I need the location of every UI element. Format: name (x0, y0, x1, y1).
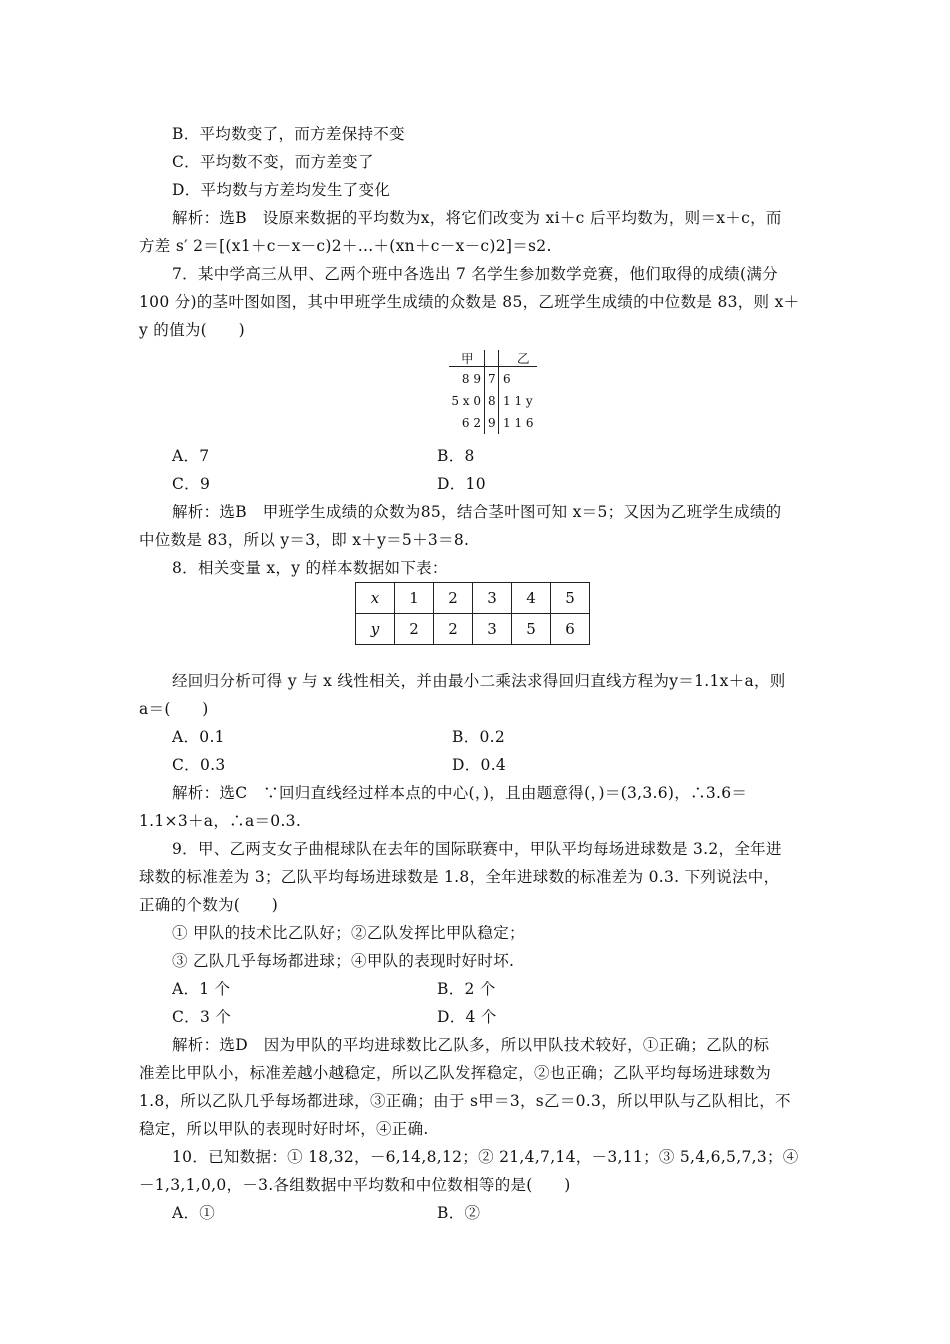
stem-leaf-left: 5 x 0 (451, 394, 481, 408)
table-cell (356, 583, 395, 614)
table-cell: 2 (434, 614, 473, 645)
solution-6-line-1: 解析：选B 设原来数据的平均数为x，将它们改变为 xi＋c 后平均数为，则＝x＋c，而 (172, 209, 782, 227)
question-9-line-2: 球数的标准差为 3；乙队平均每场进球数是 1.8，全年进球数的标准差为 0.3. 下列说法中， (139, 868, 780, 886)
question-10-line-2: －1,3,1,0,0，－3.各组数据中平均数和中位数相等的是( ) (139, 1176, 571, 1194)
question-10-line-1: 10．已知数据：① 18,32，－6,14,8,12；② 21,4,7,14，－3,11；③ 5,4,6,5,7,3；④ (172, 1148, 799, 1166)
q9-option-b: B．2 个 (437, 980, 496, 998)
stem-leaf-header-left: 甲 (461, 351, 474, 366)
question-8-line-2: 经回归分析可得 y 与 x 线性相关，并由最小二乘法求得回归直线方程为y＝1.1x＋a，则 (172, 672, 786, 690)
stem-leaf-line-left (484, 350, 485, 434)
table-row (356, 583, 590, 614)
table-cell: 2 (434, 583, 473, 614)
line-option-d: D．平均数与方差均发生了变化 (172, 181, 391, 199)
q8-option-c: C．0.3 (172, 756, 226, 774)
stem-leaf-right: 1 1 6 (503, 416, 534, 430)
solution-9-line-1: 解析：选D 因为甲队的平均进球数比乙队多，所以甲队技术较好，①正确；乙队的标 (172, 1036, 770, 1054)
question-8-line-3: a＝( ) (139, 700, 209, 718)
question-7-line-1: 7．某中学高三从甲、乙两个班中各选出 7 名学生参加数学竞赛，他们取得的成绩(满分 (172, 265, 778, 283)
solution-9-line-3: 1.8，所以乙队几乎每场都进球，③正确；由于 s甲＝3，s乙＝0.3，所以甲队与乙队相比，不 (139, 1092, 791, 1110)
sample-data-table (355, 582, 590, 645)
table-cell: y (370, 620, 380, 638)
q10-option-b: B．② (437, 1204, 481, 1222)
question-8-line-1: 8．相关变量 x，y 的样本数据如下表： (172, 559, 448, 577)
stem-leaf-right: 1 1 y (503, 394, 533, 408)
q7-option-a: A．7 (172, 447, 210, 465)
q9-option-a: A．1 个 (172, 980, 231, 998)
question-7-line-2: 100 分)的茎叶图如图，其中甲班学生成绩的众数是 85，乙班学生成绩的中位数是 83，则 x＋ (139, 293, 800, 311)
q7-option-b: B．8 (437, 447, 475, 465)
table-cell: 5 (551, 583, 590, 614)
solution-7-line-2: 中位数是 83，所以 y＝3，即 x＋y＝5＋3＝8. (139, 531, 470, 549)
stem-leaf-diagram (445, 346, 545, 436)
question-7-line-3: y 的值为( ) (139, 321, 245, 339)
solution-8-line-1: 解析：选C ∵回归直线经过样本点的中心(，)，且由题意得(，)＝(3,3.6)，∴3.6＝ (172, 784, 748, 802)
stem-leaf-left: 6 2 (461, 416, 481, 430)
table-cell (356, 614, 395, 645)
q9-option-c: C．3 个 (172, 1008, 232, 1026)
question-9-statements-2: ③ 乙队几乎每场都进球；④甲队的表现时好时坏. (172, 952, 515, 970)
solution-8-line-2: 1.1×3＋a，∴a＝0.3. (139, 812, 302, 830)
table-cell: 1 (395, 583, 434, 614)
q8-option-b: B．0.2 (452, 728, 506, 746)
q7-option-c: C．9 (172, 475, 211, 493)
solution-6-line-2: 方差 s′ 2＝[(x1＋c－x－c)2＋…＋(xn＋c－x－c)2]＝s2. (139, 237, 552, 255)
stem-leaf-divider (449, 366, 537, 367)
table-cell: x (370, 589, 380, 607)
question-9-line-1: 9．甲、乙两支女子曲棍球队在去年的国际联赛中，甲队平均每场进球数是 3.2，全年进 (172, 840, 782, 858)
stem-leaf-stem: 8 (488, 394, 496, 408)
solution-9-line-4: 稳定，所以甲队的表现时好时坏，④正确. (139, 1120, 429, 1138)
line-option-c: C．平均数不变，而方差变了 (172, 153, 374, 171)
q7-option-d: D．10 (437, 475, 486, 493)
question-9-line-3: 正确的个数为( ) (139, 896, 279, 914)
solution-7-line-1: 解析：选B 甲班学生成绩的众数为85，结合茎叶图可知 x＝5；又因为乙班学生成绩的 (172, 503, 782, 521)
table-cell: 5 (512, 614, 551, 645)
table-cell: 2 (395, 614, 434, 645)
stem-leaf-line-right (498, 350, 499, 434)
stem-leaf-left: 8 9 (461, 372, 481, 386)
q8-option-a: A．0.1 (172, 728, 225, 746)
line-option-b: B．平均数变了，而方差保持不变 (172, 125, 405, 143)
stem-leaf-right: 6 (503, 372, 511, 386)
table-cell: 3 (473, 614, 512, 645)
q10-option-a: A．① (172, 1204, 216, 1222)
q8-option-d: D．0.4 (452, 756, 507, 774)
question-9-statements-1: ① 甲队的技术比乙队好；②乙队发挥比甲队稳定； (172, 924, 525, 942)
solution-9-line-2: 准差比甲队小，标准差越小越稳定，所以乙队发挥稳定，②也正确；乙队平均每场进球数为 (139, 1064, 772, 1082)
stem-leaf-header-right: 乙 (517, 351, 530, 366)
table-cell: 3 (473, 583, 512, 614)
table-cell: 4 (512, 583, 551, 614)
stem-leaf-stem: 7 (488, 372, 496, 386)
table-row (356, 614, 590, 645)
stem-leaf-stem: 9 (488, 416, 496, 430)
table-cell: 6 (551, 614, 590, 645)
q9-option-d: D．4 个 (437, 1008, 497, 1026)
